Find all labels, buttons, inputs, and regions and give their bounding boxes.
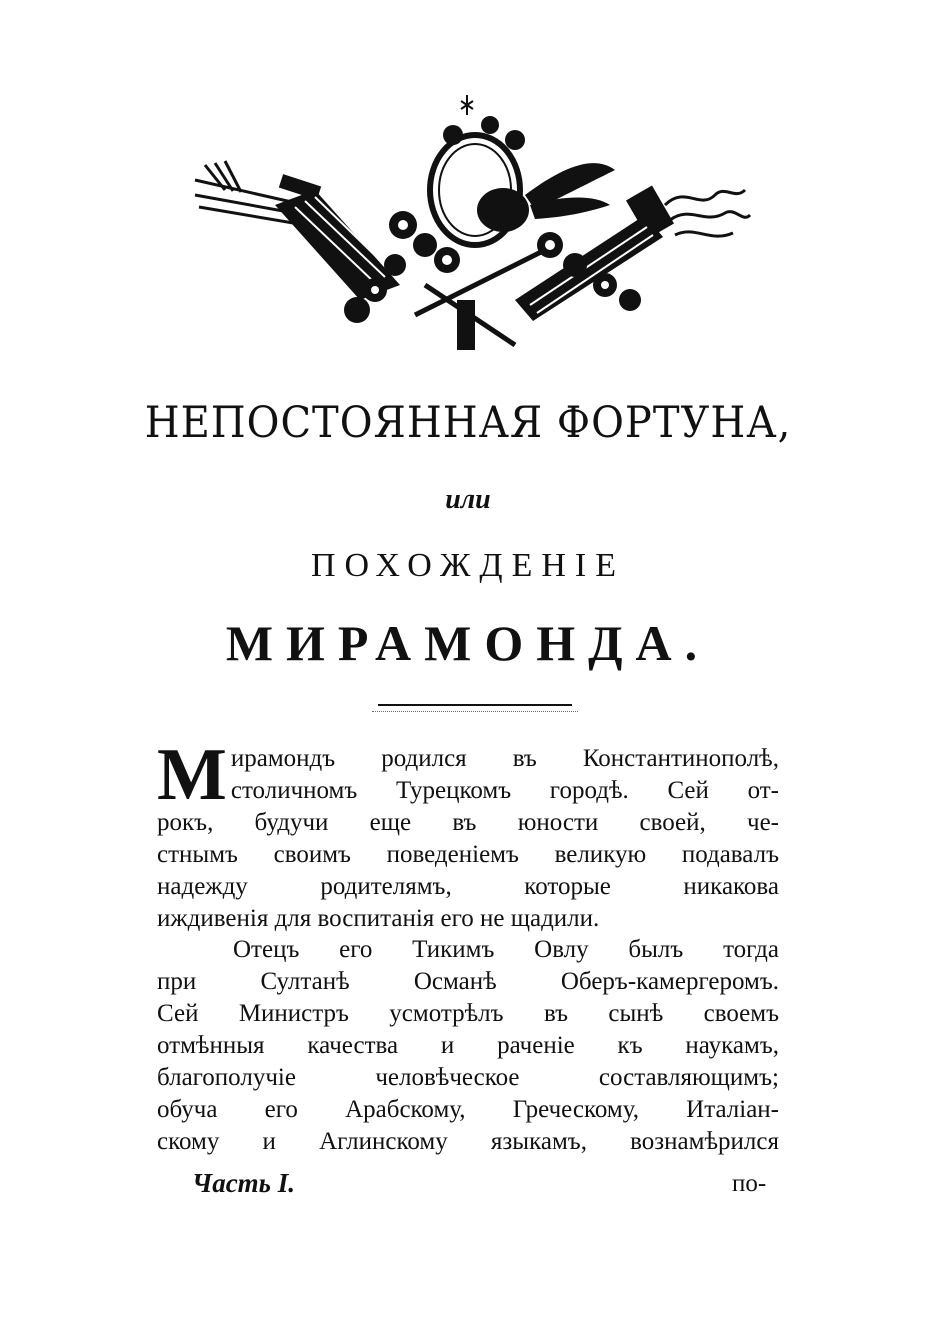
title-connector: или [445, 484, 491, 515]
body-line: обуча его Арабскому, Греческому, Италіан- [157, 1095, 779, 1123]
body-line: Отецъ его Тикимъ Овлу былъ тогда [233, 936, 779, 964]
body-line: Сей Министръ усмотрѣлъ въ сынѣ своемъ [157, 1000, 779, 1028]
body-line: столичномъ Турецкомъ городѣ. Сей от- [230, 776, 779, 804]
ornament-vignette-image [185, 95, 755, 360]
title-rule [378, 704, 572, 706]
title-rule-dots [372, 711, 578, 712]
dropcap-letter: М [157, 734, 227, 816]
signature-mark: Часть I. [192, 1168, 296, 1198]
body-line: скому и Аглинскому языкамъ, вознамѣрился [157, 1127, 779, 1155]
body-line: отмѣнныя качества и раченіе къ наукамъ, [157, 1032, 779, 1060]
body-line: иждивенія для воспитанія его не щадили. [157, 904, 600, 932]
body-line: ирамондъ родился въ Константинополѣ, [230, 745, 779, 772]
body-line: стнымъ своимъ поведеніемъ великую подавалъ [157, 840, 779, 868]
body-text [157, 734, 779, 1158]
catchword: по- [732, 1170, 767, 1197]
body-line: надежду родителямъ, которые никакова [157, 872, 779, 900]
ornament-torches-wreath-icon [185, 95, 755, 360]
body-line: при Султанѣ Османѣ Оберъ-камергеромъ. [157, 968, 779, 996]
title-name: МИРАМОНДА. [225, 615, 711, 671]
body-line: рокъ, будучи еще въ юности своей, че- [157, 808, 779, 836]
title-subtitle: ПОХОЖДЕНІЕ [310, 547, 626, 584]
title-main: НЕПОСТОЯННАЯ ФОРТУНА, [144, 398, 792, 448]
body-line: благополучіе человѣческое составляющимъ; [157, 1064, 779, 1092]
